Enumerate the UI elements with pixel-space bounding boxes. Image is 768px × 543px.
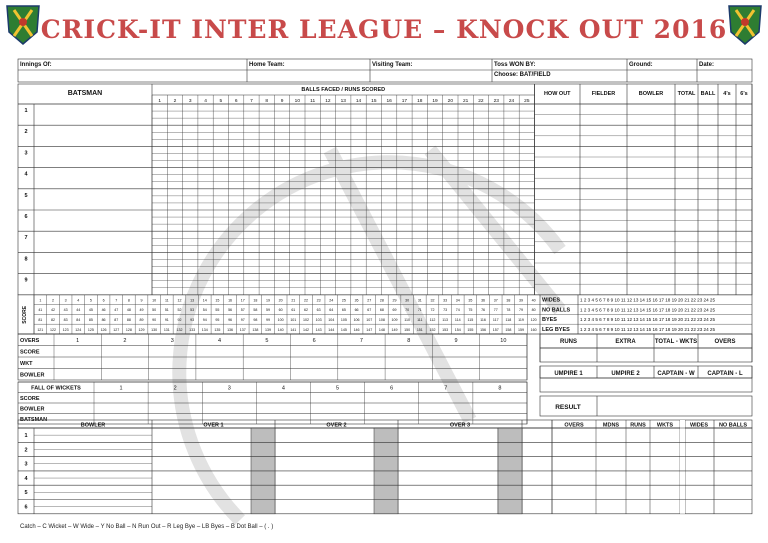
tally-number: 33 [443, 298, 448, 303]
extras-tally: 1 2 3 4 5 6 7 8 9 10 11 12 13 14 15 16 17 18 19 20 21 22 23 24 25 [580, 317, 716, 323]
ball-number: 24 [508, 99, 515, 104]
tally-number: 85 [88, 318, 93, 322]
tally-number: 29 [392, 298, 397, 303]
tally-number: 51 [164, 308, 169, 313]
balls-faced-header: BALLS FACED / RUNS SCORED [301, 87, 386, 93]
tally-number: 104 [328, 318, 335, 322]
tally-number: 50 [152, 308, 157, 313]
tally-number: 55 [215, 308, 220, 313]
fow-number: 5 [336, 385, 340, 392]
tally-number: 31 [417, 298, 422, 303]
bowler-row-number: 3 [24, 461, 28, 468]
officials-header: UMPIRE 2 [611, 371, 640, 377]
overs-row-label: WKT [20, 361, 33, 367]
tally-number: 156 [480, 327, 487, 332]
tally-number: 34 [455, 298, 460, 303]
tally-number: 11 [164, 298, 169, 303]
choose-label: Choose: BAT/FIELD [494, 72, 551, 78]
tally-number: 120 [530, 318, 537, 322]
tally-number: 52 [177, 308, 182, 313]
tally-number: 30 [405, 298, 410, 303]
tally-number: 114 [454, 318, 461, 322]
tally-number: 151 [416, 327, 423, 332]
tally-number: 59 [266, 308, 271, 313]
notation-legend: Catch – C Wicket – W Wide – Y No Ball – N Run Out – R Leg Bye – LB Byes – B Dot Ball – ( . ) [20, 524, 274, 530]
result-column-header: 4's [723, 91, 731, 97]
ground-label: Ground: [629, 62, 653, 68]
ball-number: 7 [250, 99, 253, 104]
tally-number: 119 [518, 318, 524, 322]
result-column-header: HOW OUT [543, 91, 571, 97]
tally-number: 95 [215, 318, 220, 322]
ball-number: 20 [447, 99, 454, 104]
tally-number: 15 [215, 298, 220, 303]
tally-number: 2 [51, 298, 54, 303]
officials-header: UMPIRE 1 [554, 371, 583, 377]
tally-number: 62 [303, 308, 308, 313]
tally-number: 126 [100, 327, 107, 332]
tally-number: 118 [505, 318, 512, 322]
result-label: RESULT [555, 404, 581, 411]
tally-number: 90 [152, 318, 157, 322]
tally-number: 160 [530, 327, 537, 332]
tally-number: 100 [277, 318, 284, 322]
result-column-header: BALL [700, 91, 716, 97]
tally-number: 124 [75, 327, 82, 332]
extras-tally: 1 2 3 4 5 6 7 8 9 10 11 12 13 14 15 16 17 18 19 20 21 22 23 24 25 [580, 297, 716, 303]
ball-number: 23 [493, 99, 499, 104]
tally-number: 56 [228, 308, 233, 313]
ball-number: 9 [280, 99, 284, 104]
extras-label: LEG BYES [542, 327, 570, 333]
tally-number: 39 [519, 298, 524, 303]
tally-number: 106 [353, 318, 360, 322]
tally-number: 96 [228, 318, 233, 322]
fow-number: 6 [390, 385, 394, 392]
tally-number: 3 [64, 298, 67, 303]
ball-number: 11 [310, 99, 316, 104]
tally-number: 88 [126, 318, 131, 322]
tally-number: 64 [329, 308, 334, 313]
tally-number: 69 [392, 308, 397, 313]
bowler-row-number: 6 [24, 504, 28, 511]
ball-number: 16 [386, 99, 392, 104]
tally-number: 18 [253, 298, 258, 303]
over-header: OVER 2 [326, 422, 347, 429]
tally-number: 35 [468, 298, 473, 303]
ball-number: 10 [294, 99, 301, 104]
tally-number: 40 [531, 298, 536, 303]
tally-number: 98 [253, 318, 258, 322]
tally-number: 146 [353, 327, 360, 332]
tally-number: 105 [340, 318, 347, 322]
tally-number: 70 [405, 308, 410, 313]
tally-number: 76 [481, 308, 486, 313]
tally-number: 128 [125, 327, 132, 332]
stats-header: MDNS [602, 422, 620, 429]
bowler-row-number: 5 [24, 490, 28, 497]
tally-number: 122 [49, 327, 56, 332]
fow-row-label: SCORE [20, 396, 40, 402]
wides-header: WIDES [689, 422, 709, 429]
tally-number: 32 [430, 298, 435, 303]
tally-number: 78 [506, 308, 511, 313]
tally-number: 58 [253, 308, 258, 313]
officials-header: CAPTAIN - L [707, 371, 743, 377]
extras-label: WIDES [542, 297, 561, 304]
result-column-header: BOWLER [638, 91, 664, 97]
batsman-row-number: 1 [24, 108, 28, 114]
tally-number: 71 [417, 308, 422, 313]
tally-number: 111 [417, 318, 423, 322]
tally-number: 132 [176, 327, 183, 332]
batsman-row-number: 2 [24, 129, 28, 136]
tally-number: 89 [139, 318, 144, 322]
ball-number: 5 [219, 99, 223, 104]
tally-number: 148 [378, 327, 385, 332]
tally-number: 8 [127, 298, 130, 303]
tally-number: 81 [38, 318, 43, 322]
bowling-bowler-header: BOWLER [80, 422, 106, 429]
tally-number: 20 [278, 298, 283, 303]
tally-number: 73 [443, 308, 448, 313]
tally-number: 28 [379, 298, 384, 303]
tally-number: 9 [140, 298, 143, 303]
tally-number: 12 [177, 298, 182, 303]
tally-number: 139 [265, 327, 272, 332]
tally-number: 123 [62, 327, 69, 332]
tally-number: 41 [38, 308, 43, 313]
home-team-label: Home Team: [249, 62, 285, 68]
over-number: 9 [454, 338, 458, 344]
ball-number: 19 [432, 99, 438, 104]
tally-number: 19 [266, 298, 271, 303]
no-balls-header: NO BALLS [718, 422, 748, 429]
fow-row-label: FALL OF WICKETS [31, 385, 81, 392]
extras-label: BYES [542, 317, 557, 324]
batsman-header: BATSMAN [67, 90, 103, 97]
tally-number: 155 [467, 327, 474, 332]
over-number: 10 [500, 338, 507, 344]
over-number: 4 [218, 338, 222, 344]
tally-number: 61 [291, 308, 296, 313]
tally-number: 68 [379, 308, 384, 313]
ball-number: 6 [234, 99, 238, 104]
fow-number: 8 [498, 385, 502, 392]
bowler-row-number: 4 [24, 475, 28, 482]
tally-number: 13 [190, 298, 195, 303]
tally-number: 133 [189, 327, 196, 332]
summary-value-box [540, 348, 752, 362]
tally-number: 16 [228, 298, 233, 303]
tally-number: 112 [429, 318, 436, 322]
tally-number: 22 [303, 298, 308, 303]
ball-number: 15 [371, 99, 377, 104]
batsman-row-number: 5 [24, 192, 28, 199]
tally-number: 137 [239, 327, 246, 332]
ball-number: 3 [188, 99, 192, 104]
tally-number: 154 [454, 327, 461, 332]
tally-number: 63 [316, 308, 321, 313]
bowler-row-number: 1 [24, 433, 28, 439]
tally-number: 101 [290, 318, 297, 322]
tally-number: 134 [201, 327, 208, 332]
tally-number: 113 [442, 318, 448, 322]
tally-number: 142 [302, 327, 309, 332]
tally-number: 110 [404, 318, 411, 322]
tally-number: 43 [63, 308, 68, 313]
tally-number: 65 [341, 308, 346, 313]
ball-number: 1 [158, 99, 161, 104]
tally-number: 53 [190, 308, 195, 313]
innings-label: Innings Of: [20, 62, 52, 68]
fow-number: 1 [119, 385, 123, 392]
tally-number: 121 [37, 327, 44, 332]
ball-number: 22 [478, 99, 484, 104]
over-number: 5 [265, 338, 269, 344]
tally-number: 47 [114, 308, 119, 313]
tally-number: 42 [50, 308, 55, 313]
tally-number: 75 [468, 308, 473, 313]
tally-number: 5 [89, 298, 92, 303]
tally-number: 77 [493, 308, 498, 313]
tally-number: 86 [101, 318, 106, 322]
visiting-team-label: Visiting Team: [372, 62, 413, 68]
batsman-row-number: 6 [24, 214, 28, 220]
officials-header: CAPTAIN - W [657, 371, 695, 377]
tally-number: 54 [202, 308, 207, 313]
bowler-row-number: 2 [24, 447, 28, 454]
tally-number: 37 [493, 298, 498, 303]
overs-row-label: OVERS [20, 338, 40, 344]
tally-number: 17 [240, 298, 245, 303]
tally-number: 131 [163, 327, 170, 332]
tally-number: 10 [152, 298, 157, 303]
tally-number: 157 [492, 327, 499, 332]
tally-number: 1 [39, 298, 42, 303]
tally-number: 93 [190, 318, 195, 322]
sheet-title: CRICK-IT INTER LEAGUE – KNOCK OUT 2016 [40, 15, 728, 44]
over-number: 2 [123, 338, 127, 344]
summary-header: EXTRA [615, 339, 636, 345]
tally-number: 44 [76, 308, 81, 313]
fow-number: 2 [173, 385, 177, 392]
tally-number: 87 [114, 318, 119, 322]
tally-number: 38 [506, 298, 511, 303]
tally-number: 127 [113, 327, 120, 332]
tally-number: 107 [366, 318, 373, 322]
batsman-row-number: 7 [24, 235, 28, 242]
tally-number: 94 [202, 318, 207, 322]
stats-header: WKTS [656, 422, 674, 429]
over-number: 6 [312, 338, 316, 344]
tally-number: 24 [329, 298, 334, 303]
tally-number: 36 [481, 298, 486, 303]
over-number: 7 [359, 338, 363, 344]
tally-number: 74 [455, 308, 460, 313]
tally-number: 136 [227, 327, 234, 332]
ball-number: 4 [204, 99, 207, 104]
batsman-row-number: 4 [24, 171, 28, 178]
ball-number: 12 [325, 99, 331, 104]
over-number: 8 [407, 338, 411, 344]
tally-number: 60 [278, 308, 283, 313]
overs-row-label: SCORE [20, 349, 40, 356]
ball-number: 2 [173, 99, 177, 104]
tally-number: 7 [115, 298, 118, 303]
ball-number: 25 [524, 99, 530, 104]
batsman-row-number: 8 [24, 256, 28, 263]
extras-tally: 1 2 3 4 5 6 7 8 9 10 11 12 13 14 15 16 17 18 19 20 21 22 23 24 25 [580, 327, 716, 332]
over-number: 3 [170, 338, 174, 344]
tally-number: 109 [391, 318, 398, 322]
tally-number: 45 [88, 308, 93, 313]
result-column-header: FIELDER [591, 91, 616, 97]
tally-number: 91 [164, 318, 169, 322]
tally-number: 153 [442, 327, 449, 332]
tally-number: 6 [102, 298, 105, 303]
tally-number: 23 [316, 298, 321, 303]
date-label: Date: [699, 62, 715, 68]
tally-number: 147 [366, 327, 373, 332]
tally-number: 83 [63, 318, 68, 322]
extras-label: NO BALLS [542, 307, 571, 314]
tally-number: 129 [138, 327, 145, 332]
tally-number: 72 [430, 308, 435, 313]
ball-number: 13 [340, 99, 346, 104]
tally-number: 144 [328, 327, 335, 332]
stats-header: RUNS [630, 422, 646, 429]
summary-header: OVERS [714, 339, 736, 345]
tally-number: 159 [518, 327, 525, 332]
tally-number: 116 [480, 318, 486, 322]
batsman-row-number: 3 [24, 150, 28, 157]
tally-number: 25 [341, 298, 346, 303]
over-header: OVER 1 [203, 422, 224, 429]
summary-header: TOTAL - WKTS [654, 339, 698, 345]
tally-number: 4 [77, 298, 80, 303]
tally-number: 108 [378, 318, 385, 322]
tally-number: 80 [531, 308, 536, 313]
over-number: 1 [76, 338, 80, 344]
tally-number: 115 [467, 318, 474, 322]
tally-number: 140 [277, 327, 284, 332]
tally-number: 57 [240, 308, 245, 313]
fow-number: 4 [281, 385, 285, 392]
batsman-row-number: 9 [24, 277, 28, 284]
overs-row-label: BOWLER [20, 372, 45, 379]
tally-number: 141 [290, 327, 297, 332]
tally-number: 149 [391, 327, 398, 332]
over-header: OVER 3 [449, 422, 471, 429]
tally-number: 130 [151, 327, 158, 332]
tally-number: 97 [240, 318, 245, 322]
tally-number: 21 [291, 298, 296, 303]
officials-value-box [540, 378, 752, 392]
result-column-header: 6's [740, 91, 748, 97]
tally-number: 84 [76, 318, 81, 322]
extras-tally: 1 2 3 4 5 6 7 8 9 10 11 12 13 14 15 16 17 18 19 20 21 22 23 24 25 [580, 307, 716, 313]
tally-number: 138 [252, 327, 259, 332]
stats-header: OVERS [564, 422, 584, 429]
fow-row-label: BATSMAN [20, 417, 48, 423]
tally-number: 27 [367, 298, 372, 303]
tally-number: 79 [519, 308, 524, 313]
ball-number: 21 [462, 99, 469, 104]
tally-number: 92 [177, 318, 182, 322]
tally-number: 102 [302, 318, 309, 322]
ball-number: 8 [265, 99, 269, 104]
tally-number: 152 [429, 327, 436, 332]
tally-number: 117 [492, 318, 499, 322]
tally-number: 66 [354, 308, 359, 313]
tally-number: 158 [505, 327, 512, 332]
fow-row-label: BOWLER [20, 406, 45, 413]
fow-number: 3 [227, 385, 231, 392]
tally-number: 103 [315, 318, 322, 322]
ball-number: 14 [355, 99, 362, 104]
tally-number: 143 [315, 327, 322, 332]
tally-number: 46 [101, 308, 106, 313]
summary-header: RUNS [559, 339, 578, 345]
ball-number: 17 [401, 99, 408, 104]
tally-number: 135 [214, 327, 221, 332]
tally-number: 125 [87, 327, 94, 332]
tally-number: 145 [340, 327, 347, 332]
tally-number: 49 [139, 308, 144, 313]
tally-number: 67 [367, 308, 372, 313]
tally-number: 150 [404, 327, 411, 332]
tally-number: 48 [126, 308, 131, 313]
tally-number: 82 [50, 318, 55, 322]
fow-number: 7 [444, 385, 448, 392]
ball-number: 18 [417, 99, 423, 104]
result-column-header: TOTAL [677, 91, 696, 97]
tally-number: 99 [266, 318, 271, 322]
score-vertical-label: SCORE [22, 305, 28, 324]
tally-number: 14 [202, 298, 207, 303]
toss-label: Toss WON BY: [494, 62, 536, 68]
tally-number: 26 [354, 298, 359, 303]
